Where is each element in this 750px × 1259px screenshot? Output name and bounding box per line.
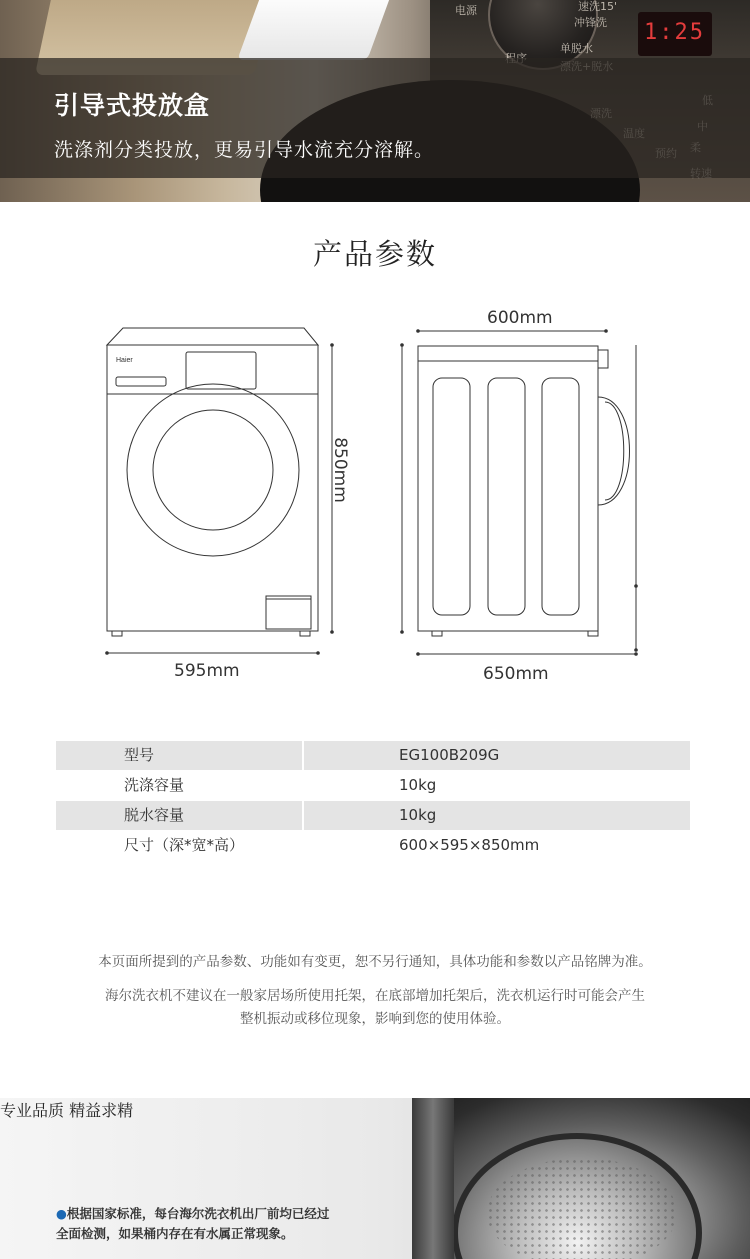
control-label: 速洗15'	[578, 0, 618, 13]
front-display	[186, 352, 256, 389]
section-title: 产品参数	[312, 237, 437, 271]
front-top-edge	[107, 328, 318, 345]
washer-line-drawing	[0, 300, 750, 700]
spec-value: 10kg	[304, 801, 690, 830]
side-rib-3	[542, 378, 579, 615]
quality-headline: 专业品质 精益求精	[0, 1101, 134, 1120]
bracket-note-line2: 整机振动或移位现象，影响到您的使用体验。	[240, 1011, 510, 1027]
hero-banner	[0, 0, 750, 202]
door-inner	[153, 410, 273, 530]
dimension-label-width-side: 600mm	[487, 308, 553, 328]
dimension-diagram	[0, 300, 750, 700]
side-body	[418, 346, 598, 631]
dimension-label-depth: 650mm	[483, 664, 549, 684]
display-time: 1:25	[644, 20, 705, 45]
control-label: 冲锋洗	[574, 16, 607, 29]
front-foot-left	[112, 631, 122, 636]
side-rib-1	[433, 378, 470, 615]
front-body	[107, 345, 318, 631]
brand-mark: Haier	[116, 357, 133, 364]
filter-cover	[266, 596, 311, 629]
drawer-handle	[116, 377, 166, 386]
side-rib-2	[488, 378, 525, 615]
dispenser-tray-image	[237, 0, 392, 60]
dimension-label-width-front: 595mm	[174, 661, 240, 681]
spec-key: 脱水容量	[56, 801, 302, 830]
hero-subtitle: 洗涤剂分类投放，更易引导水流充分溶解。	[54, 139, 435, 161]
spec-row	[56, 831, 690, 861]
dimension-label-height: 850mm	[329, 437, 350, 503]
spec-key: 型号	[56, 741, 302, 770]
control-label: 单脱水	[560, 42, 593, 55]
spec-row	[56, 741, 690, 771]
spec-table	[56, 741, 690, 861]
front-view	[107, 328, 318, 636]
led-display	[638, 12, 712, 56]
quality-text-line2: 全面检测，如果桶内存在有水属正常现象。	[56, 1226, 294, 1241]
bullet-icon: ●	[56, 1206, 67, 1221]
front-foot-right	[300, 631, 310, 636]
spec-value: EG100B209G	[304, 741, 690, 770]
quality-text-line1	[56, 1204, 329, 1224]
disclaimer-note: 本页面所提到的产品参数、功能如有变更，恕不另行通知，具体功能和参数以产品铭牌为准。	[98, 954, 652, 970]
side-door-profile	[598, 397, 630, 505]
quality-text: 根据国家标准，每台海尔洗衣机出厂前均已经过	[66, 1206, 330, 1221]
door-lip	[412, 1098, 454, 1259]
drum-holes	[487, 1158, 677, 1259]
drum-image	[412, 1098, 750, 1259]
control-label: 电源	[455, 4, 477, 17]
side-view	[418, 346, 630, 636]
side-knob	[598, 350, 608, 368]
spec-row	[56, 771, 690, 801]
spec-row	[56, 801, 690, 831]
spec-value: 10kg	[399, 776, 437, 794]
spec-value: 600×595×850mm	[399, 836, 540, 854]
bracket-note-line1: 海尔洗衣机不建议在一般家居场所使用托架，在底部增加托架后，洗衣机运行时可能会产生	[105, 988, 645, 1004]
hero-title: 引导式投放盒	[54, 91, 211, 120]
spec-key: 洗涤容量	[124, 776, 185, 794]
spec-key: 尺寸（深*宽*高）	[124, 836, 245, 854]
